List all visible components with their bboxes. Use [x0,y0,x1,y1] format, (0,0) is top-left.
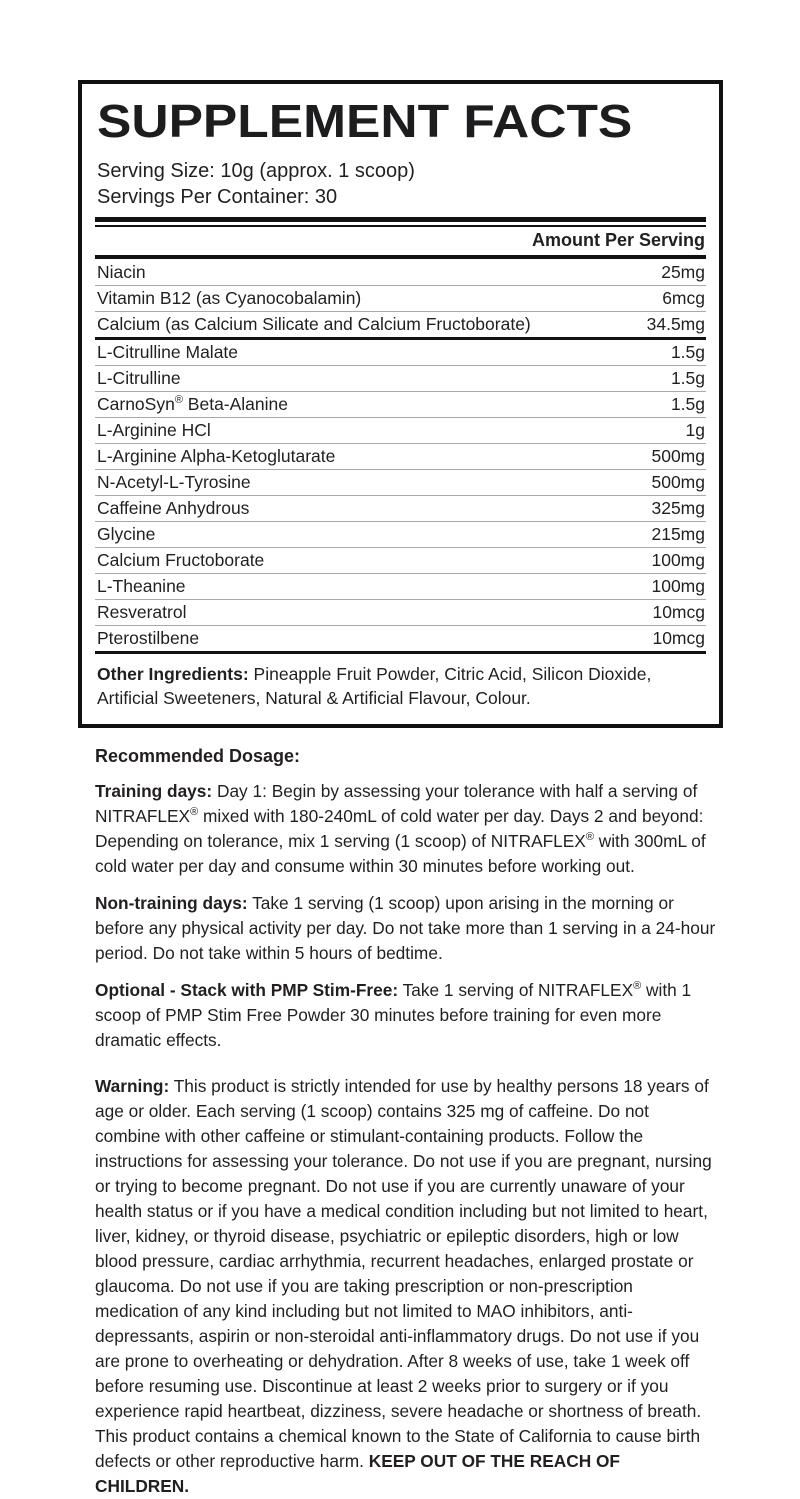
table-row [95,626,706,654]
table-row [95,260,706,286]
supplement-facts-panel [78,80,723,728]
row-amount: 6mcg [662,288,705,308]
row-amount: 215mg [651,524,705,544]
training-days-text: Day 1: Begin by assessing your tolerance with half a serving of NITRAFLEX® mixed with 180-240mL of cold water per day. Days 2 and beyond: Depending on tolerance, mix 1 serving (1 scoop) of NITRAFLEX® with 300mL of cold water per day and consume within 30 minutes before working out. [95,781,706,876]
table-row [95,418,706,444]
panel-title: SUPPLEMENT FACTS [97,95,633,147]
training-days-label: Training days: [95,781,213,801]
row-name: Vitamin B12 (as Cyanocobalamin) [97,288,362,308]
row-amount: 34.5mg [646,314,705,334]
warning-label: Warning: [95,1076,170,1096]
serving-size: Serving Size: 10g (approx. 1 scoop) [97,160,415,182]
row-name: Calcium (as Calcium Silicate and Calcium Fructoborate) [97,314,531,334]
dosage-heading: Recommended Dosage: [95,746,301,766]
row-amount: 10mcg [652,628,705,648]
warning-paragraph [95,1074,717,1499]
row-name: CarnoSyn® Beta-Alanine [97,394,289,414]
amount-per-serving-header: Amount Per Serving [531,230,705,250]
row-name: Caffeine Anhydrous [97,498,250,518]
row-name: L-Citrulline [97,368,181,388]
table-row [95,496,706,522]
table-row [95,340,706,366]
other-ingredients-label: Other Ingredients: [97,664,249,684]
row-name: L-Citrulline Malate [97,342,239,362]
row-name: L-Theanine [97,576,186,596]
other-ingredients-text: Pineapple Fruit Powder, Citric Acid, Silicon Dioxide, Artificial Sweeteners, Natural & Artificial Flavour, Colour. [97,664,652,708]
row-amount: 1g [685,420,705,440]
row-amount: 100mg [651,550,705,570]
row-name: Calcium Fructoborate [97,550,265,570]
row-amount: 1.5g [670,342,705,362]
row-amount: 100mg [651,576,705,596]
table-row [95,574,706,600]
dosage-paragraph-optional [95,978,717,1053]
dosage-paragraph-training [95,779,717,879]
table-row [95,600,706,626]
row-amount: 1.5g [670,368,705,388]
row-name: Niacin [97,262,146,282]
table-row [95,312,706,340]
optional-stack-label: Optional - Stack with PMP Stim-Free: [95,980,399,1000]
dosage-paragraph-nontraining [95,891,717,966]
servings-per-container: Servings Per Container: 30 [97,186,338,208]
other-ingredients [95,654,706,712]
row-amount: 25mg [661,262,705,282]
table-row [95,470,706,496]
row-name: L-Arginine HCl [97,420,211,440]
row-name: L-Arginine Alpha-Ketoglutarate [97,446,336,466]
optional-stack-text: Take 1 serving of NITRAFLEX® with 1 scoop of PMP Stim Free Powder 30 minutes before training for even more dramatic effects. [95,980,692,1050]
table-row [95,548,706,574]
row-amount: 500mg [651,446,705,466]
divider-under-header [95,255,706,259]
table-row [95,366,706,392]
row-name: Glycine [97,524,156,544]
row-amount: 10mcg [652,602,705,622]
facts-table [95,260,706,654]
warning-text: This product is strictly intended for use by healthy persons 18 years of age or older. Each serving (1 scoop) contains 325 mg of caffeine. Do not combine with other caffeine or stimulant-containing products. Follow the instructions for assessing your tolerance. Do not use if you are pregnant, nursing or trying to become pregnant. Do not use if you are currently unaware of your health status or if you have a medical condition including but not limited to heart, liver, kidney, or thyroid disease, psychiatric or epileptic disorders, high or low blood pressure, cardiac arrhythmia, recurrent headaches, enlarged prostate or glaucoma. Do not use if you are taking prescription or non-prescription medication of any kind including but not limited to MAO inhibitors, anti-depressants, aspirin or non-steroidal anti-inflammatory drugs. Do not use if you are prone to overheating or dehydration. After 8 weeks of use, take 1 week off before resuming use. Discontinue at least 2 weeks prior to surgery or if you experience rapid heartbeat, dizziness, severe headache or shortness of breath. This product contains a chemical known to the State of California to cause birth defects or other reproductive harm. [95,1076,712,1471]
row-name: N-Acetyl-L-Tyrosine [97,472,251,492]
row-amount: 1.5g [670,394,705,414]
warning-bold-end: KEEP OUT OF THE REACH OF CHILDREN. [95,1451,620,1496]
nontraining-days-text: Take 1 serving (1 scoop) upon arising in the morning or before any physical activity per day. Do not take more than 1 serving in a 24-hour period. Do not take within 5 hours of bedtime. [95,893,716,963]
row-name: Resveratrol [97,602,187,622]
table-row [95,286,706,312]
dosage-section [95,746,717,1499]
table-row [95,392,706,418]
nontraining-days-label: Non-training days: [95,893,248,913]
row-amount: 325mg [651,498,705,518]
table-row [95,444,706,470]
row-name: Pterostilbene [97,628,200,648]
row-amount: 500mg [651,472,705,492]
table-row [95,522,706,548]
